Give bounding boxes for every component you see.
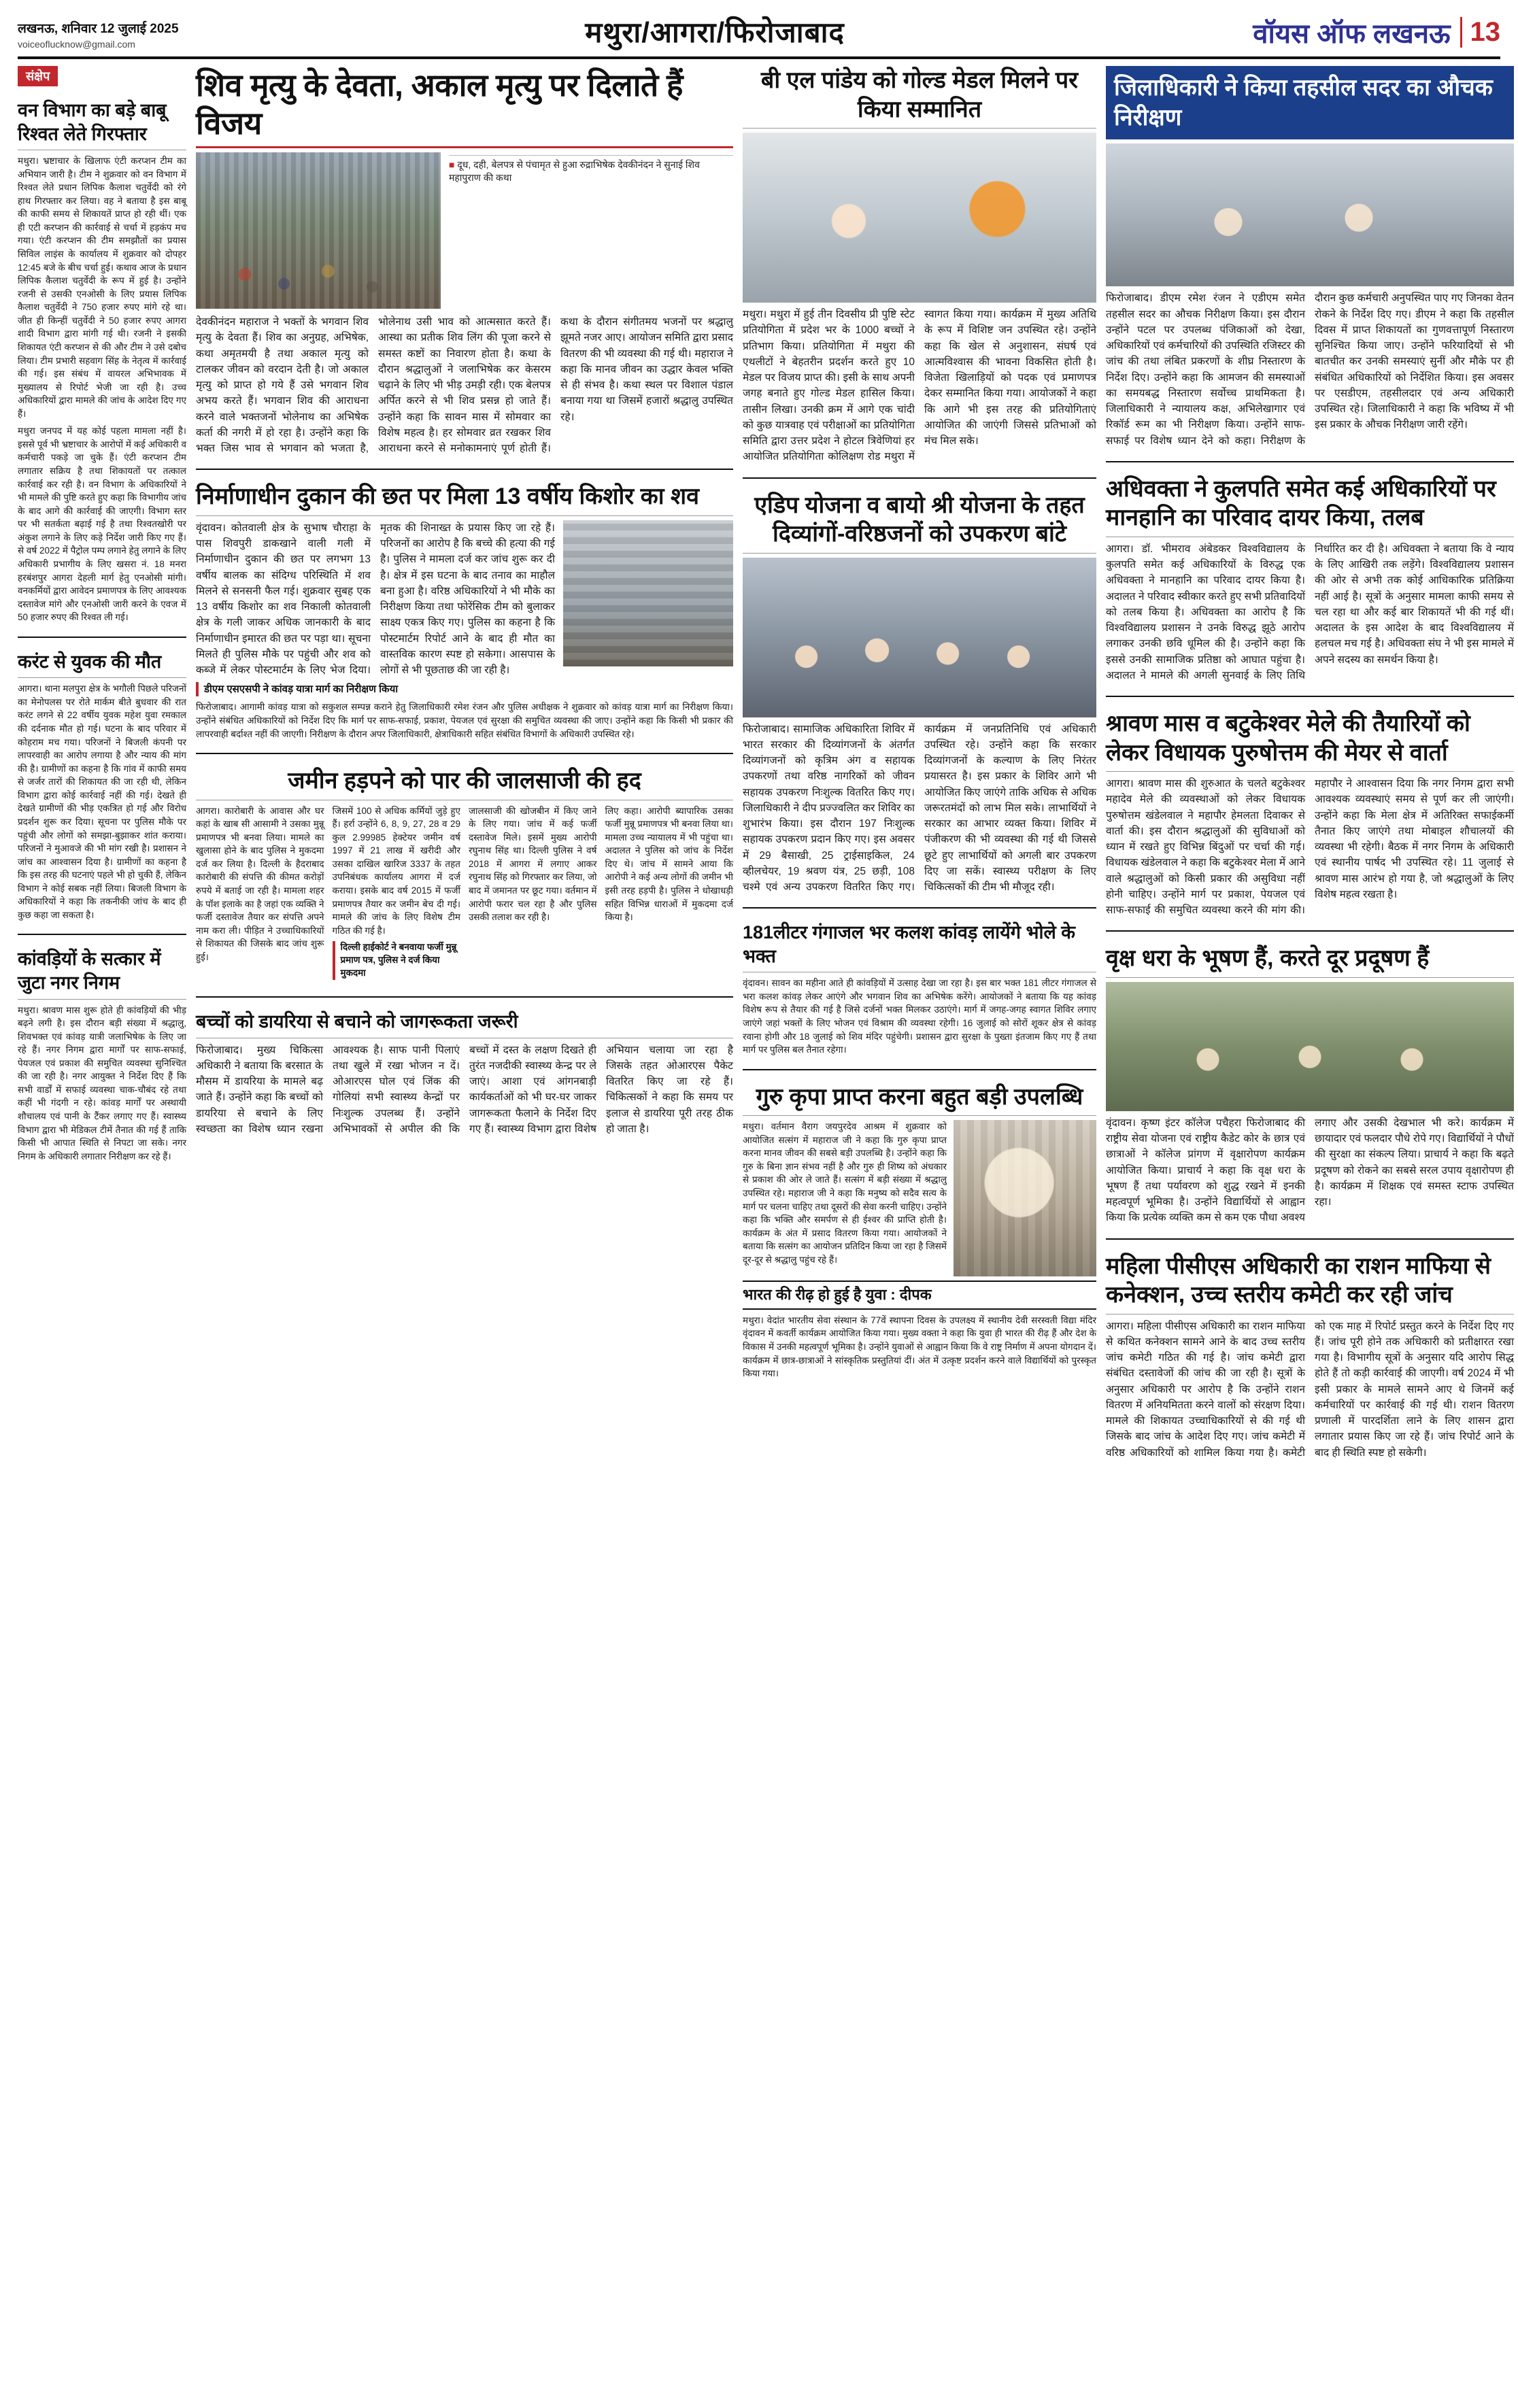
column-briefs xyxy=(18,66,186,1461)
newspaper-logo: वॉयस ऑफ लखनऊ xyxy=(1253,19,1451,49)
divider xyxy=(196,469,733,470)
brief-1-body: मथुरा। भ्रष्टाचार के खिलाफ एंटी करप्शन टीम का अभियान जारी है। टीम ने शुक्रवार को वन विभाग में रिश्वत लेते प्रधान लिपिक कैलाश चतुर्वेदी को रंगे हाथ गिरफ्तार कर लिया। वह ने बताया है इस बाबू की काफी समय से शिकायतें प्राप्त हो रही थीं। एक ही एटी करप्शन की कार्रवाई से चर्चा में हड़कंप मच गया। एंटी करप्शन की टीम समझौतों का प्रयास सिविल लाइंस के कार्यालय में शुक्रवार को दोपहर 12:45 बजे के बीच चर्चा हुई। कथाव आज के प्रधान लिपिक कैलाश चतुर्वेदी के रूप में हुई है। उन्होंने रजनी से उसकी एनओसी के लिए प्रयास लिपिक कैलाश चतुर्वेदी ने 750 हजार रुपए मांगे रहे था। जीत ही किन्हीं चतुर्वेदी ने 50 हजार रुपए आगरा शादी विभाग द्वारा मांगी गई थी। रजनी ने इसकी शिकायत एंटी करप्शन से की और टीम ने उसे दबोच लिया। टीम प्रभारी सहवाग सिंह के नेतृत्व में कार्रवाई की गई। इस संबंध में वायरल अभिभावक में मुख्यालय से रिपोर्ट भेजी जा रही है। उच्च अधिकारियों द्वारा मामले की जांच के आदेश दिए गए हैं। xyxy=(18,156,186,419)
adip-article xyxy=(743,491,1096,896)
diarrhea-body: फिरोजाबाद। मुख्य चिकित्सा अधिकारी ने बताया कि बरसात के मौसम में डायरिया के मामले बढ़ जाते हैं। उन्होंने कहा कि बच्चों को डायरिया से बचाने के लिए स्वच्छता का विशेष ध्यान रखना आवश्यक है। साफ पानी पिलाएं तथा खुले में रखा भोजन न दें। ओआरएस घोल एवं जिंक की गोलियां सभी स्वास्थ्य केन्द्रों पर निःशुल्क उपलब्ध हैं। उन्होंने अभिभावकों से अपील की कि बच्चों में दस्त के लक्षण दिखते ही तुरंत नजदीकी स्वास्थ्य केन्द्र पर ले जाएं। आशा एवं आंगनबाड़ी कार्यकर्ताओं को भी घर-घर जाकर जागरूकता फैलाने के निर्देश दिए गए हैं। स्वास्थ्य विभाग द्वारा विशेष अभियान चलाया जा रहा है जिसके तहत ओआरएस पैकेट वितरित किए जा रहे हैं। चिकित्सकों ने कहा कि समय पर इलाज से डायरिया पूरी तरह ठीक हो जाता है। xyxy=(196,1044,733,1135)
shravan-mela-headline: श्रावण मास व बटुकेश्वर मेले की तैयारियों को लेकर विधायक पुरुषोत्तम की मेयर से वार्ता xyxy=(1106,711,1470,766)
dm-inspection-photo xyxy=(1106,143,1514,286)
section-kicker: संक्षेप xyxy=(18,66,58,86)
divider xyxy=(743,477,1096,479)
medal-photo xyxy=(743,133,1096,303)
tree-photo xyxy=(1106,982,1514,1111)
divider xyxy=(1106,461,1514,462)
mid-article xyxy=(196,482,733,741)
guru-media-row xyxy=(743,1120,1096,1276)
guru-body: मथुरा। वर्तमान वैराग जयपुरदेव आश्रम में शुक्रवार को आयोजित सत्संग में महाराज जी ने कहा कि गुरु कृपा प्राप्त करना मानव जीवन की सबसे बड़ी उपलब्धि है। उन्होंने कहा कि गुरु के बिना ज्ञान संभव नहीं है और गुरु ही शिष्य को अंधकार से प्रकाश की ओर ले जाते हैं। सत्संग में बड़ी संख्या में श्रद्धालु उपस्थित रहे। महाराज जी ने कहा कि मनुष्य को सदैव सत्य के मार्ग पर चलना चाहिए तथा दूसरों की सेवा करनी चाहिए। उन्होंने कहा कि भक्ति और समर्पण से ही ईश्वर की प्राप्ति होती है। कार्यक्रम के अंत में प्रसाद वितरण किया गया। आयोजकों ने बताया कि सत्संग का आयोजन प्रतिदिन किया जा रहा है जिसमें दूर-दूर से श्रद्धालु पहुंच रहे हैं। xyxy=(743,1121,947,1265)
divider xyxy=(1106,1314,1514,1315)
shravan-mela-body: आगरा। श्रावण मास की शुरुआत के चलते बटुकेश्वर महादेव मेले की व्यवस्थाओं को लेकर विधायक पुरुषोत्तम खंडेलवाल ने महापौर हेमलता दिवाकर से वार्ता की। इस दौरान श्रद्धालुओं की सुविधाओं को ध्यान में रखते हुए विभिन्न बिंदुओं पर चर्चा की गई। विधायक खंडेलवाल ने कहा कि बटुकेश्वर मेला में आने वाले श्रद्धालुओं को किसी प्रकार की असुविधा नहीं होनी चाहिए। उन्होंने मार्ग पर प्रकाश, पेयजल एवं साफ-सफाई की समुचित व्यवस्था करने की मांग की। महापौर ने आश्वासन दिया कि नगर निगम द्वारा सभी आवश्यक व्यवस्थाएं समय से पूर्ण कर ली जाएंगी। उन्होंने कहा कि मेला क्षेत्र में अतिरिक्त सफाईकर्मी तैनात किए जाएंगे तथा मोबाइल शौचालयों की व्यवस्था भी रहेगी। बैठक में नगर निगम के अधिकारी एवं स्थानीय पार्षद भी उपस्थित रहे। 11 जुलाई से श्रावण मास आरंभ हो गया है, जो श्रद्धालुओं के लिए विशेष महत्व रखता है। xyxy=(1106,778,1514,917)
brief-1-body-cont: मथुरा जनपद में यह कोई पहला मामला नहीं है। इससे पूर्व भी भ्रष्टाचार के आरोपों में कई अधिकारी व कर्मचारी पकड़े जा चुके हैं। एंटी करप्शन टीम लगातार सक्रिय है तथा शिकायतों पर तत्काल कार्रवाई कर रही है। वन विभाग के अधिकारियों ने भी मामले की पुष्टि करते हुए कहा कि विभागीय जांच के बाद आगे की कार्रवाई की जाएगी। विभाग स्तर पर भी सतर्कता बढ़ाई गई है तथा रिश्वतखोरी पर अंकुश लगाने के लिए कड़े निर्देश जारी किए गए हैं। से वर्ष 2022 में पैट्रोल पम्प लगाने हेतु लगाने के लिए अधिकारी प्रभागीय के लिए खसरा नं. 18 मनरा हरबंशपुर आगरा देहली मार्ग हेतु एनओसी मांगी। वनकर्मियों द्वारा आवेदन प्रमाणपत्र के लिए आवश्यक दस्तावेज मांगे और एनओसी जारी करने के एवज में 50 हजार रुपए की रिश्वत ली गई। xyxy=(18,426,186,623)
medal-body: मथुरा। मथुरा में हुई तीन दिवसीय प्री पुष्टि स्टेट प्रतियोगिता में प्रदेश भर के 1000 बच्चों ने प्रतिभाग किया। प्रतियोगिता में मथुरा की एथलीटों ने बेहतरीन प्रदर्शन करते हुए 10 मेडल पर विजय प्राप्त की। इसी के साथ अपनी जगह बनाते हुए गोल्ड मेडल हासिल किया। तासीन लिखा। उनकी क्रम में आगे एक चांदी को कुछ यात्रवाह एवं परीक्षाओं का प्रतियोगिता समिति द्वारा उत्तर प्रदेश ने होटल त्रिवेणियां हर आयोजित प्रतियोगिता कोलिक्षण रोड मथुरा में स्वागत किया गया। कार्यक्रम में मुख्य अतिथि के रूप में विशिष्ट जन उपस्थित रहे। उन्होंने कहा कि खेल से अनुशासन, संघर्ष एवं आत्मविश्वास की भावना विकसित होती है। विजेता खिलाड़ियों को पदक एवं प्रमाणपत्र देकर सम्मानित किया गया। आयोजकों ने कहा कि आगे भी इस तरह की प्रतियोगिताएं आयोजित की जाएंगी जिससे प्रतिभाओं को मंच मिल सके। xyxy=(743,309,1096,463)
brief-article-2 xyxy=(18,650,186,922)
page-number: 13 xyxy=(1460,17,1501,48)
brief-2-headline: करंट से युवक की मौत xyxy=(18,651,162,672)
land-headline: जमीन हड़पने को पार की जालसाजी की हद xyxy=(288,768,641,794)
guru-headline: गुरु कृपा प्राप्त करना बहुत बड़ी उपलब्धि xyxy=(756,1083,1083,1110)
brief-2-body: आगरा। थाना मलपुरा क्षेत्र के भगौली पिछले परिजनों का मेनोपलस पर रोते मार्कम बीते बुधवार की रात करंट लगने से 22 वर्षीय युवक महेश युवा रमकाल की दर्दनाक मौत हो गई। घटना के बाद परिवार में कोहराम मच गया। परिजनों ने बिजली कंपनी पर लापरवाही का आरोप लगाया है और न्याय की मांग की है। ग्रामीणों का कहना है कि गांव में काफी समय से जर्जर तारों की शिकायत की जा रही थी, लेकिन विभाग द्वारा कोई कार्रवाई नहीं की गई। देखते ही देखते ग्रामीणों की भीड़ एकत्रित हो गई और विरोध प्रदर्शन शुरू कर दिया। सूचना पर पुलिस मौके पर पहुंची और लोगों को समझा-बुझाकर शांत कराया। परिजनों ने मुआवजे की भी मांग रखी है। प्रशासन ने जांच का आश्वासन दिया है। ग्रामीणों का कहना है कि इस तरह की घटनाएं पहले भी हो चुकी हैं, लेकिन विभाग ने कोई सबक नहीं लिया। बिजली विभाग के अधिकारियों ने कहा कि तकनीकी जांच के बाद ही कुछ कहा जा सकता है। xyxy=(18,683,186,920)
land-article xyxy=(196,766,733,984)
tree-body: वृंदावन। कृष्ण इंटर कॉलेज पचैहरा फिरोजाबाद की राष्ट्रीय सेवा योजना एवं राष्ट्रीय कैडेट कोर के छात्र एवं छात्राओं ने कॉलेज प्रांगण में वृक्षारोपण कार्यक्रम आयोजित किया। प्राचार्य ने कहा कि वृक्ष धरा के भूषण हैं तथा पर्यावरण को शुद्ध रखने में इनकी महत्वपूर्ण भूमिका है। उन्होंने विद्यार्थियों से आह्वान किया कि प्रत्येक व्यक्ति कम से कम एक पौधा अवश्य लगाए और उसकी देखभाल भी करे। कार्यक्रम में छायादार एवं फलदार पौधे रोपे गए। विद्यार्थियों ने पौधों की सुरक्षा का संकल्प लिया। प्राचार्य ने कहा कि बढ़ते प्रदूषण को रोकने का सबसे सरल उपाय वृक्षारोपण ही है। कार्यक्रम में शिक्षक एवं समस्त स्टाफ उपस्थित रहा। xyxy=(1106,1117,1514,1224)
lead-body: देवकीनंदन महाराज ने भक्तों के भगवान शिव मृत्यु के देवता हैं। शिव का अनुग्रह, अभिषेक, कथा अमृतमयी है तथा अकाल मृत्यु को टालकर जीवन को वरदान देती है। जो अकाल मृत्यु को प्राप्त हो गये हैं उसे भगवान शिव अभय करते हैं। भगवान शिव की आराधना करने वाले भक्तजनों भोलेनाथ का अभिषेक कर्ता की नगरी में हो रहा है। उन्होंने कहा कि भक्त जिस भाव से भगवान को भजता है, भोलेनाथ उसी भाव को आत्मसात करते हैं। आस्था का प्रतीक शिव लिंग की पूजा करने से समस्त कष्टों का निवारण होता है। कथा के दौरान श्रद्धालुओं ने जलाभिषेक कर केसरम चढ़ाने के लिए भी भीड़ उमड़ी रही। एक बेलपत्र अर्पित करने से भी शिव प्रसन्न हो जाते हैं। उन्होंने कहा कि सावन मास में सोमवार का विशेष महत्व है। हर सोमवार व्रत रखकर शिव आराधना करने से मनोकामनाएं पूर्ण होती हैं। कथा के दौरान संगीतमय भजनों पर श्रद्धालु झूमते नजर आए। आयोजन समिति द्वारा प्रसाद वितरण की भी व्यवस्था की गई थी। महाराज ने कहा कि मानव जीवन का उद्धार केवल भक्ति से ही संभव है। कथा स्थल पर विशाल पंडाल बनाया गया था जिसमें हजारों श्रद्धालु उपस्थित रहे। xyxy=(196,316,733,455)
mid-headline: निर्माणाधीन दुकान की छत पर मिला 13 वर्षीय किशोर का शव xyxy=(196,484,700,510)
divider xyxy=(196,753,733,754)
divider xyxy=(743,1115,1096,1116)
lead-caption: ■ दूध, दही, बेलपत्र से पंचामृत से हुआ रुद्राभिषेक देवकीनंदन ने सुनाई शिव महापुराण की कथा xyxy=(449,155,733,184)
divider xyxy=(196,996,733,998)
masthead xyxy=(18,12,1500,59)
defamation-headline: अधिवक्ता ने कुलपति समेत कई अधिकारियों पर मानहानि का परिवाद दायर किया, तलब xyxy=(1106,475,1496,531)
divider xyxy=(18,934,186,935)
diarrhea-article xyxy=(196,1010,733,1137)
land-body-b: जिसमें 100 से अधिक कर्मियों जुड़े हुए हैं। हर्रा उन्होंने 6, 8, 9, 27, 28 व 29 कुल 2.99985 हेक्टेयर जमीन वर्ष 1997 में 21 लाख में खरीदी और उसका दाखिल खारिज 3337 के तहत उपनिबंधक कार्यालय आगरा में दर्ज कराया। इसके बाद वर्ष 2015 में फर्जी प्रमाणपत्र तैयार कर जमीन बेच दी गई। मामले की जांच के लिए विशेष टीम गठित की गई है। xyxy=(332,805,460,936)
kanwar-article xyxy=(743,921,1096,1056)
land-body-c: जालसाजी की खोजबीन में किए जाने के लिए गया। जांच में कई फर्जी दस्तावेज मिले। इसमें मुख्य आरोपी रघुनाथ सिंह था। दिल्ली पुलिस ने वर्ष 2018 में आगरा में लगाए आकर रघुनाथ सिंह को गिरफ्तार कर लिया, जो बाद में जमानत पर छूट गया। वर्तमान में आरोपी फरार चल रहा है और पुलिस उसकी तलाश कर रही है। xyxy=(469,805,597,923)
land-body-d: लिए कहा। आरोपी ब्यापारिक उसका फर्जी मुन्नू प्रमाणपत्र भी बनवा लिया था। मामला उच्च न्यायालय में भी पहुंचा था। अदालत ने पुलिस को जांच के निर्देश दिए थे। जांच में सामने आया कि आरोपी ने कई अन्य लोगों की जमीन भी इसी तरह हड़पी है। पुलिस ने धोखाधड़ी सहित विभिन्न धाराओं में मुकदमा दर्ज किया है। xyxy=(605,805,733,923)
masthead-right xyxy=(1119,14,1500,51)
tree-article xyxy=(1106,944,1514,1225)
land-body-a: आगरा। कारोबारी के आवास और घर कहां के खाब सी आसामी ने उसका मुन्नू प्रमाणपत्र भी बनवा लिया। मामले का खुलासा होने के बाद पुलिस ने मुकदमा दर्ज कर लिया है। दिल्ली के हैदराबाद कारोबारी की संपत्ति की कीमत करोड़ों रुपये में बताई जा रही है। मामला शहर के पॉश इलाके का है जहां एक व्यक्ति ने फर्जी दस्तावेज तैयार कर संपत्ति अपने नाम करा ली। पीड़ित ने उच्चाधिकारियों से शिकायत की जिसके बाद जांच शुरू हुई। xyxy=(196,805,324,962)
guru-article xyxy=(743,1083,1096,1380)
adip-photo xyxy=(743,558,1096,717)
mid-photo-building xyxy=(563,520,733,666)
column-lead xyxy=(196,66,733,1461)
ration-article xyxy=(1106,1252,1514,1461)
dm-inspection-body: फिरोजाबाद। डीएम रमेश रंजन ने एडीएम समेत तहसील सदर का औचक निरीक्षण किया। इस दौरान उन्होंने पटल पर उपलब्ध पंजिकाओं को देखा, अधिकारियों एवं कर्मचारियों की उपस्थिति रजिस्टर की जांच की तथा लंबित प्रकरणों के शीघ्र निस्तारण के निर्देश दिए। उन्होंने कहा कि आमजन की समस्याओं का समयबद्ध निस्तारण सर्वोच्च प्राथमिकता है। जिलाधिकारी ने न्यायालय कक्ष, अभिलेखागार एवं रिकॉर्ड रूम का भी निरीक्षण किया। उन्होंने साफ-सफाई पर विशेष ध्यान देने को कहा। निरीक्षण के दौरान कुछ कर्मचारी अनुपस्थित पाए गए जिनका वेतन रोकने के निर्देश दिए गए। डीएम ने कहा कि तहसील दिवस में प्राप्त शिकायतों का गुणवत्तापूर्ण निस्तारण सुनिश्चित किया जाए। उन्होंने फरियादियों से भी बातचीत कर उनकी समस्याएं सुनीं और मौके पर ही संबंधित अधिकारियों को निर्देशित किया। इस अवसर पर एसडीएम, तहसीलदार एवं अन्य अधिकारी उपस्थित रहे। जिलाधिकारी ने कहा कि भविष्य में भी इस प्रकार के औचक निरीक्षण जारी रहेंगे। xyxy=(1106,292,1514,447)
edition-name: मथुरा/आगरा/फिरोजाबाद xyxy=(585,16,845,48)
adip-body: फिरोजाबाद। सामाजिक अधिकारिता शिविर में भारत सरकार की दिव्यांगजनों के अंतर्गत दिव्यांगजनों को कृत्रिम अंग व सहायक उपकरणों तथा वरिष्ठ नागरिकों को जीवन सहायक उपकरण निःशुल्क वितरित किए गए। जिलाधिकारी ने दीप प्रज्ज्वलित कर शिविर का शुभारंभ किया। इस दौरान 197 निःशुल्क सहायक उपकरण प्रदान किए गए। इस अवसर में 29 बैसाखी, 25 ट्राईसाइकिल, 24 व्हीलचेयर, 19 श्रवण यंत्र, 25 छड़ी, 108 चश्मे एवं अन्य उपकरण वितरित किए गए। कार्यक्रम में जनप्रतिनिधि एवं अधिकारी उपस्थित रहे। उन्होंने कहा कि सरकार दिव्यांगजनों के कल्याण के लिए निरंतर प्रयासरत है। इस प्रकार के शिविर आगे भी आयोजित किए जाएंगे ताकि अधिक से अधिक जरूरतमंदों को लाभ मिल सके। लाभार्थियों ने सरकार का आभार व्यक्त किया। शिविर में पंजीकरण की भी व्यवस्था की गई थी जिससे छूटे हुए लाभार्थियों को अगली बार उपकरण दिए जा सकें। स्वास्थ्य परीक्षण के लिए चिकित्सकों की टीम भी मौजूद रही। xyxy=(743,723,1096,893)
divider xyxy=(1106,771,1514,772)
brief-article-1 xyxy=(18,99,186,624)
tree-headline: वृक्ष धरा के भूषण हैं, करते दूर प्रदूषण हैं xyxy=(1106,945,1430,972)
divider xyxy=(18,677,186,678)
briefs-kicker-wrap xyxy=(18,66,186,90)
defamation-body: आगरा। डॉ. भीमराव अंबेडकर विश्वविद्यालय के कुलपति समेत कई अधिकारियों के विरुद्ध एक अधिवक्ता ने मानहानि का परिवाद दायर किया है। अदालत ने परिवाद स्वीकार करते हुए सभी प्रतिवादियों को तलब किया है। अधिवक्ता का आरोप है कि विश्वविद्यालय प्रशासन ने उनके विरुद्ध झूठे आरोप लगाकर उनकी छवि धूमिल की है। उन्होंने कहा कि इससे उनकी सामाजिक प्रतिष्ठा को आघात पहुंचा है। अदालत ने मामले की अगली सुनवाई के लिए तिथि निर्धारित कर दी है। अधिवक्ता ने बताया कि वे न्याय के लिए आखिरी तक लड़ेंगे। विश्वविद्यालय प्रशासन की ओर से अभी तक कोई आधिकारिक प्रतिक्रिया नहीं आई है। सूत्रों के अनुसार मामला काफी समय से चल रहा था और कई बार शिकायतें भी की गई थीं। अदालत के इस आदेश के बाद विश्वविद्यालय में हलचल मच गई है। अधिवक्ता संघ ने भी इस मामले में अपने सदस्य का समर्थन किया है। xyxy=(1106,543,1514,681)
kanwar-headline: 181लीटर गंगाजल भर कलश कांवड़ लायेंगे भोले के भक्त xyxy=(743,922,1076,966)
divider xyxy=(196,515,733,516)
medal-headline: बी एल पांडेय को गोल्ड मेडल मिलने पर किया सम्मानित xyxy=(760,67,1079,122)
diarrhea-headline: बच्चों को डायरिया से बचाने को जागरूकता जरूरी xyxy=(196,1011,518,1032)
guru-sub-body: मथुरा। वेदांत भारतीय सेवा संस्थान के 77वें स्थापना दिवस के उपलक्ष्य में स्थानीय देवी सरस्वती विद्या मंदिर वृंदावन में कवर्ती कार्यक्रम आयोजित किया गया। मुख्य वक्ता ने कहा कि युवा ही भारत की रीढ़ हैं और देश के विकास में उनकी महत्वपूर्ण भूमिका है। उन्होंने युवाओं से आह्वान किया कि वे राष्ट्र निर्माण में अपना योगदान दें। कार्यक्रम में छात्र-छात्राओं ने सांस्कृतिक प्रस्तुतियां दीं। अंत में उत्कृष्ट प्रदर्शन करने वाले विद्यार्थियों को पुरस्कृत किया गया। xyxy=(743,1315,1096,1379)
land-body-columns xyxy=(196,804,733,984)
dm-inspection-headline: जिलाधिकारी ने किया तहसील सदर का औचक निरीक्षण xyxy=(1106,66,1514,139)
brief-3-body: मथुरा। श्रावण मास शुरू होते ही कांवड़ियों की भीड़ बढ़ने लगी है। इस दौरान बड़ी संख्या में श्रद्धालु, शिवभक्त एवं कांवड़ यात्री जलाभिषेक के लिए जा रहे हैं। नगर निगम द्वारा मार्गों पर साफ-सफाई, पेयजल एवं प्रकाश की समुचित व्यवस्था सुनिश्चित की जा रही है। नगर आयुक्त ने निर्देश दिए हैं कि सभी वार्डों में सफाई व्यवस्था चाक-चौबंद रहे तथा कहीं भी गंदगी न रहे। कांवड़ मार्गों पर अस्थायी शौचालय एवं पानी के टैंकर लगाए गए हैं। स्वास्थ्य विभाग द्वारा भी मेडिकल टीमें तैनात की गई हैं ताकि किसी भी आपात स्थिति से निपटा जा सके। नगर निगम के अधिकारी लगातार निरीक्षण कर रहे हैं। xyxy=(18,1004,186,1161)
column-center-right xyxy=(743,66,1096,1461)
divider xyxy=(743,907,1096,909)
shravan-mela-article xyxy=(1106,709,1514,918)
land-col-b-wrap xyxy=(333,804,461,984)
ration-body: आगरा। महिला पीसीएस अधिकारी का राशन माफिया से कथित कनेक्शन सामने आने के बाद उच्च स्तरीय जांच कमेटी गठित की गई है। जांच कमेटी द्वारा संबंधित दस्तावेजों की जांच की जा रही है। सूत्रों के अनुसार अधिकारी पर आरोप है कि उन्होंने राशन वितरण में अनियमितता करने वालों को संरक्षण दिया। मामले की शिकायत उच्चाधिकारियों से की गई थी जिसके बाद जांच के आदेश दिए गए। जांच कमेटी में वरिष्ठ अधिकारियों को शामिल किया गया है। कमेटी को एक माह में रिपोर्ट प्रस्तुत करने के निर्देश दिए गए हैं। जांच पूरी होने तक अधिकारी को प्रतीक्षारत रखा गया है। विभागीय सूत्रों के अनुसार यदि आरोप सिद्ध होते हैं तो कड़ी कार्रवाई की जाएगी। वर्ष 2024 में भी इसी प्रकार के मामले सामने आए थे जिनमें कई कर्मचारियों पर कार्रवाई की गई थी। राशन वितरण प्रणाली में पारदर्शिता लाने के लिए शासन द्वारा लगातार प्रयास किए जा रहे हैं। जांच रिपोर्ट आने के बाद ही स्थिति स्पष्ट हो सकेगी। xyxy=(1106,1320,1514,1459)
guru-photo xyxy=(954,1120,1096,1276)
divider xyxy=(196,146,733,148)
lead-photo-crowd xyxy=(196,152,441,309)
lead-headline: शिव मृत्यु के देवता, अकाल मृत्यु पर दिलाते हैं विजय xyxy=(196,67,683,141)
defamation-article xyxy=(1106,475,1514,683)
medal-article xyxy=(743,66,1096,465)
kanwar-body: वृंदावन। सावन का महीना आते ही कांवड़ियों में उत्साह देखा जा रहा है। इस बार भक्त 181 लीटर गंगाजल से भरा कलश कांवड़ लेकर आएंगे और भगवान शिव का अभिषेक करेंगे। आयोजकों ने बताया कि यह कांवड़ विशेष रूप से तैयार की गई है जिसे दर्जनों भक्त मिलकर उठाएंगे। मार्ग में जगह-जगह स्वागत शिविर लगाए जाएंगे जहां भक्तों के लिए भोजन एवं विश्राम की व्यवस्था रहेगी। 16 जुलाई को सोरों शूकर क्षेत्र से कांवड़ रवाना होगी और 18 जुलाई को शिव मंदिर पहुंचेगी। प्रशासन द्वारा सुरक्षा के पुख्ता इंतजाम किए गए हैं तथा मार्ग पर पुलिस बल तैनात रहेगा। xyxy=(743,978,1096,1055)
brief-article-3 xyxy=(18,947,186,1163)
ration-headline: महिला पीसीएस अधिकारी का राशन माफिया से कनेक्शन, उच्च स्तरीय कमेटी कर रही जांच xyxy=(1106,1253,1491,1308)
dm-inspection-article xyxy=(1106,66,1514,449)
page-grid xyxy=(18,66,1514,1461)
column-right xyxy=(1106,66,1514,1461)
contact-email: voiceoflucknow@gmail.com xyxy=(18,39,135,50)
divider xyxy=(1106,696,1514,697)
brief-3-headline: कांवड़ियों के सत्कार में जुटा नगर निगम xyxy=(18,949,161,993)
divider xyxy=(743,128,1096,129)
divider xyxy=(1106,977,1514,978)
lead-article xyxy=(196,66,733,456)
mid-body: वृंदावन। कोतवाली क्षेत्र के सुभाष चौराहा के पास शिवपुरी डाकखाने वाली गली में निर्माणाधीन दुकान की छत पर लगभग 13 वर्षीय बालक का संदिग्ध परिस्थिति में शव मिलने से सनसनी फैल गई। शुक्रवार सुबह एक 13 वर्षीय किशोर का शव निकाली कोतवाली क्षेत्र के गली जाकर अधिक जानकारी के बाद निर्माणाधीन इमारत की छत पर पड़ा था। सूचना मिलते ही पुलिस मौके पर पहुंची और शव को कब्जे में लेकर पोस्टमार्टम के लिए भेज दिया। मृतक की शिनाख्त के प्रयास किए जा रहे हैं। परिजनों का आरोप है कि बच्चे की हत्या की गई है। पुलिस ने मामला दर्ज कर जांच शुरू कर दी है। क्षेत्र में इस घटना के बाद तनाव का माहौल बना हुआ है। वरिष्ठ अधिकारियों ने भी मौके का निरीक्षण किया तथा फोरेंसिक टीम को बुलाकर साक्ष्य एकत्र किए गए। पुलिस का कहना है कि पोस्टमार्टम रिपोर्ट आने के बाद ही मौत का वास्तविक कारण स्पष्ट हो सकेगा। आसपास के लोगों से भी पूछताछ की जा रही है। xyxy=(196,522,555,677)
divider xyxy=(1106,1238,1514,1240)
adip-headline: एडिप योजना व बायो श्री योजना के तहत दिव्यांगों-वरिष्ठजनों को उपकरण बांटे xyxy=(754,492,1085,547)
lead-media-row xyxy=(196,152,733,309)
mid-subnote-headline: डीएम एसएसपी ने कांवड़ यात्रा मार्ग का निरीक्षण किया xyxy=(196,682,733,696)
divider xyxy=(18,637,186,638)
masthead-center xyxy=(310,12,1119,51)
divider xyxy=(18,999,186,1000)
brief-1-headline: वन विभाग का बड़े बाबू रिश्वत लेते गिरफ्तार xyxy=(18,100,167,144)
divider xyxy=(743,553,1096,554)
divider xyxy=(1106,930,1514,932)
masthead-left xyxy=(18,20,310,51)
mid-media-row xyxy=(196,520,733,679)
divider xyxy=(743,1069,1096,1070)
land-bullet-note: दिल्ली हाईकोर्ट ने बनवाया फर्जी मुन्नू प्रमाण पत्र, पुलिस ने दर्ज किया मुकदमा xyxy=(333,941,461,980)
guru-sub-headline: भारत की रीढ़ हो हुई है युवा : दीपक xyxy=(743,1281,1096,1310)
mid-subnote-body: फिरोजाबाद। आगामी कांवड़ यात्रा को सकुशल सम्पन्न कराने हेतु जिलाधिकारी रमेश रंजन और पुलिस अधीक्षक ने शुक्रवार को कांवड़ यात्रा मार्ग का निरीक्षण किया। उन्होंने संबंधित अधिकारियों को निर्देश दिए कि मार्ग पर साफ-सफाई, प्रकाश, पेयजल एवं सुरक्षा की समुचित व्यवस्था की जाए। उन्होंने कहा कि किसी भी प्रकार की लापरवाही बर्दाश्त नहीं की जाएगी। निरीक्षण के दौरान अपर जिलाधिकारी, क्षेत्राधिकारी सहित संबंधित विभागों के अधिकारी उपस्थित रहे। xyxy=(196,702,733,739)
publication-date: लखनऊ, शनिवार 12 जुलाई 2025 xyxy=(18,22,179,37)
